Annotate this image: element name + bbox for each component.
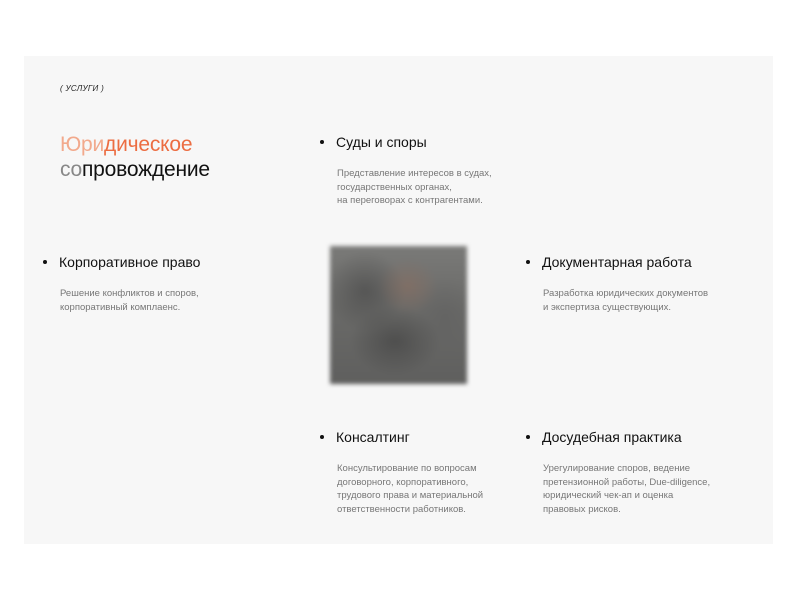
service-documents-desc-line: и экспертиза существующих.	[543, 301, 672, 313]
services-section	[24, 56, 773, 544]
service-corporate-heading	[43, 254, 243, 270]
service-consulting-desc-line: ответственности работников.	[337, 503, 466, 515]
service-pretrial-desc-line: правовых рисков.	[543, 503, 621, 515]
service-consulting-desc-line: договорного, корпоративного,	[337, 476, 469, 488]
service-courts	[320, 134, 520, 208]
service-consulting-heading	[320, 429, 520, 445]
title-line-1	[60, 132, 210, 157]
service-consulting-description	[320, 462, 520, 516]
service-courts-title: Суды и споры	[336, 134, 427, 150]
section-tag: ( УСЛУГИ )	[60, 84, 105, 93]
service-documents-desc-line: Разработка юридических документов	[543, 288, 709, 299]
service-consulting-desc-line: Консультирование по вопросам	[337, 463, 477, 474]
service-courts-description	[320, 167, 520, 208]
service-pretrial	[526, 429, 726, 516]
title-line-2	[60, 157, 210, 182]
service-corporate-desc-line: корпоративный комплаенс.	[60, 301, 181, 313]
bullet-icon	[320, 140, 324, 144]
service-courts-desc-line: Представление интересов в судах,	[337, 168, 492, 179]
service-documents-description	[526, 287, 726, 314]
service-pretrial-description	[526, 462, 726, 516]
service-courts-desc-line: государственных органах,	[337, 181, 452, 193]
blurred-photo	[330, 246, 467, 384]
bullet-icon	[43, 260, 47, 264]
bullet-icon	[526, 260, 530, 264]
title-line-2-part-1: со	[60, 158, 83, 181]
title-line-1-part-1: Юри	[60, 133, 105, 156]
service-consulting-title: Консалтинг	[336, 429, 410, 445]
service-consulting-desc-line: трудового права и материальной	[337, 490, 484, 501]
service-documents-title: Документарная работа	[542, 254, 692, 270]
service-corporate-title: Корпоративное право	[59, 254, 201, 270]
service-courts-heading	[320, 134, 520, 150]
service-corporate-description	[43, 287, 243, 314]
service-consulting	[320, 429, 520, 516]
bullet-icon	[320, 435, 324, 439]
service-pretrial-desc-line: Урегулирование споров, ведение	[543, 463, 691, 474]
bullet-icon	[526, 435, 530, 439]
service-corporate	[43, 254, 243, 314]
service-corporate-desc-line: Решение конфликтов и споров,	[60, 288, 199, 299]
service-pretrial-title: Досудебная практика	[542, 429, 682, 445]
service-pretrial-desc-line: юридический чек-ап и оценка	[543, 490, 674, 501]
service-documents-heading	[526, 254, 726, 270]
section-title	[60, 132, 210, 182]
service-courts-desc-line: на переговорах с контрагентами.	[337, 195, 483, 206]
service-documents	[526, 254, 726, 314]
service-pretrial-desc-line: претензионной работы, Due-diligence,	[543, 476, 711, 488]
title-line-1-part-2: дическое	[104, 133, 193, 156]
service-pretrial-heading	[526, 429, 726, 445]
title-line-2-part-2: провождение	[82, 158, 210, 181]
